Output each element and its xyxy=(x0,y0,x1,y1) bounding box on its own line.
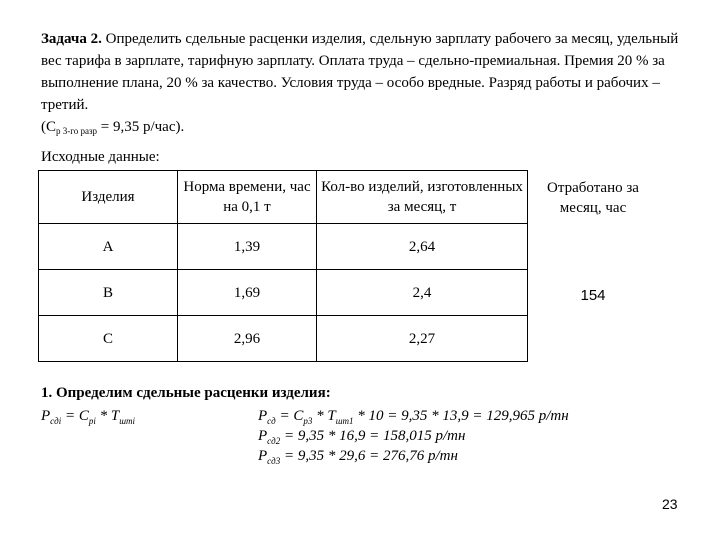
rate-close: = 9,35 р/час). xyxy=(97,119,185,135)
formula-line-2: $Р_{сд2} = 9,35 * 16,9 = 158,015$ р/тн xyxy=(258,428,466,446)
source-data-table xyxy=(38,170,528,362)
table-header-row xyxy=(39,171,528,224)
solution-step-title: 1. Определим сдельные расценки изделия: xyxy=(41,385,331,401)
task-text: Определить сдельные расценки изделия, сдельную зарплату рабочего за месяц, удельный вес тарифа в зарплате, тарифную зарплату. Оплата труда – сдельно-премиальная. Премия 20 % за выполнение плана, 20 % за качество. Условия труда – особо вредные. Разряд работы и рабочих – третий. xyxy=(41,31,679,113)
cell-quantity: 2,4 xyxy=(317,270,528,316)
general-formula: $P_{сдi} = С_{рi} * T_{штi}$ xyxy=(41,408,136,426)
cell-quantity: 2,64 xyxy=(317,224,528,270)
rate-open: (С xyxy=(41,119,56,135)
cell-time-norm: 2,96 xyxy=(178,316,317,362)
cell-time-norm: 1,39 xyxy=(178,224,317,270)
table-row xyxy=(39,270,528,316)
cell-product: С xyxy=(39,316,178,362)
page-number: 23 xyxy=(662,496,678,512)
formula-line-3: $Р_{сд3} = 9,35 * 29,6 = 276,76$ р/тн xyxy=(258,448,458,466)
header-quantity: Кол-во изделий, изготовленных за месяц, т xyxy=(317,171,528,224)
table-row xyxy=(39,224,528,270)
hours-worked-value: 154 xyxy=(580,287,606,304)
cell-time-norm: 1,69 xyxy=(178,270,317,316)
table-row xyxy=(39,316,528,362)
cell-product: В xyxy=(39,270,178,316)
cell-quantity: 2,27 xyxy=(317,316,528,362)
rate-subscript: р 3-го разр xyxy=(56,126,98,136)
hours-worked-column xyxy=(528,170,658,366)
header-products: Изделия xyxy=(39,171,178,224)
formula-line-1: $Р_{сд} = С_{р3} * Т_{шт1} * 10 = 9,35 * 13,9 = 129,965$ р/тн xyxy=(258,408,569,426)
header-hours-worked: Отработано за месяц, час xyxy=(547,180,639,216)
given-data-label: Исходные данные: xyxy=(41,149,160,165)
header-time-norm: Норма времени, час на 0,1 т xyxy=(178,171,317,224)
task-statement xyxy=(41,28,686,142)
task-label: Задача 2. xyxy=(41,31,102,47)
cell-product: А xyxy=(39,224,178,270)
